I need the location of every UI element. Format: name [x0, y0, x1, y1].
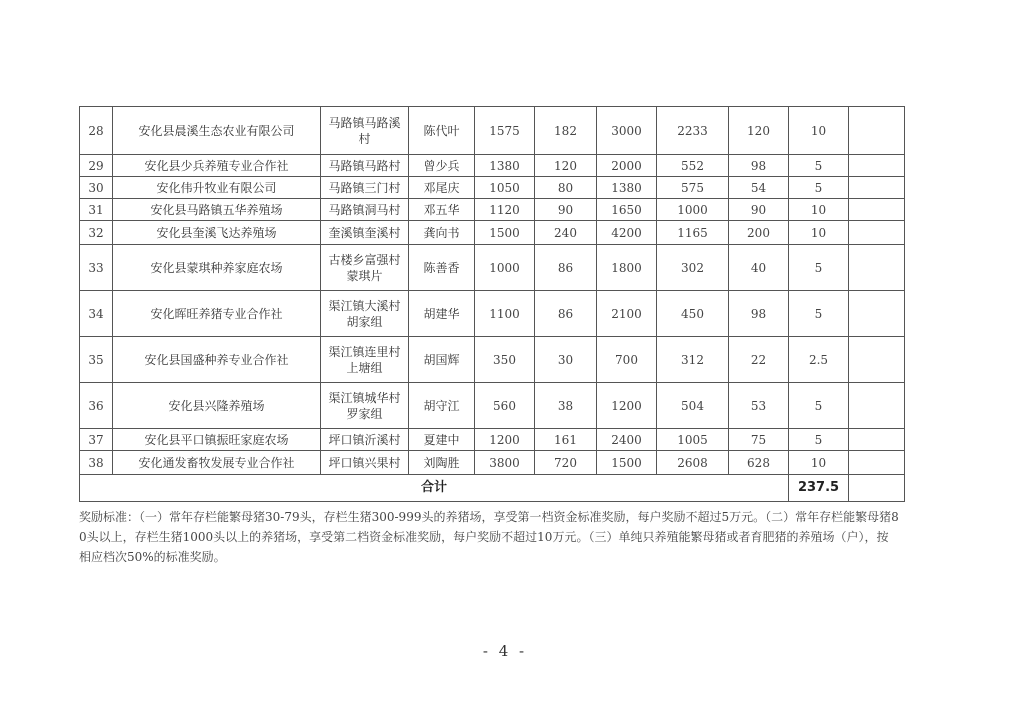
slaughter-value: 1800 [597, 245, 657, 291]
slaughter-value: 1500 [597, 451, 657, 475]
legal-person: 曾少兵 [409, 155, 475, 177]
award-amount: 5 [789, 291, 849, 337]
stock-pigs-value: 1575 [475, 107, 535, 155]
breeding-sows-value: 120 [535, 155, 597, 177]
table-row [80, 155, 905, 177]
breeding-sows-value: 161 [535, 429, 597, 451]
breeding-sows-value: 30 [535, 337, 597, 383]
unit-location-text: 渠江镇连里村上塘组 [328, 344, 401, 375]
unit-location-text: 渠江镇大溪村胡家组 [328, 298, 401, 329]
capacity-value: 54 [729, 177, 789, 199]
award-amount: 5 [789, 245, 849, 291]
award-amount: 5 [789, 155, 849, 177]
award-standard-note: 奖励标准：（一）常年存栏能繁母猪30-79头，存栏生猪300-999头的养猪场，享受第一档资金标准奖励，每户奖励不超过5万元。（二）常年存栏能繁母猪80头以上，存栏生猪1000头以上的养猪场，享受第二档资金标准奖励，每户奖励不超过10万元。（三）单纯只养殖能繁母猪或者育肥猪的养殖场（户），按相应档次50%的标准奖励。 [79, 510, 899, 564]
breeding-sows-value: 90 [535, 199, 597, 221]
row-number: 33 [80, 245, 113, 291]
stock-pigs-value: 1000 [475, 245, 535, 291]
unit-name: 安化县马路镇五华养殖场 [113, 199, 321, 221]
slaughter-value: 1380 [597, 177, 657, 199]
unit-name: 安化县蒙琪种养家庭农场 [113, 245, 321, 291]
award-amount: 5 [789, 429, 849, 451]
legal-person: 胡国辉 [409, 337, 475, 383]
stock-pigs-value: 1120 [475, 199, 535, 221]
remark-cell [849, 107, 905, 155]
stock-pigs-value: 1100 [475, 291, 535, 337]
table-row [80, 337, 905, 383]
slaughter-value: 700 [597, 337, 657, 383]
table-row [80, 177, 905, 199]
legal-person: 刘陶胜 [409, 451, 475, 475]
unit-location-text: 坪口镇沂溪村 [328, 432, 401, 447]
award-amount: 10 [789, 199, 849, 221]
award-amount: 10 [789, 451, 849, 475]
area-value: 575 [657, 177, 729, 199]
row-number: 37 [80, 429, 113, 451]
table-row [80, 221, 905, 245]
remark-cell [849, 155, 905, 177]
remark-cell [849, 451, 905, 475]
stock-pigs-value: 560 [475, 383, 535, 429]
subsidy-table [79, 106, 905, 502]
remark-cell [849, 475, 905, 502]
legal-person: 陈善香 [409, 245, 475, 291]
unit-name: 安化伟升牧业有限公司 [113, 177, 321, 199]
stock-pigs-value: 1200 [475, 429, 535, 451]
capacity-value: 90 [729, 199, 789, 221]
stock-pigs-value: 1380 [475, 155, 535, 177]
breeding-sows-value: 182 [535, 107, 597, 155]
legal-person: 陈代叶 [409, 107, 475, 155]
breeding-sows-value: 80 [535, 177, 597, 199]
unit-location [321, 155, 409, 177]
capacity-value: 53 [729, 383, 789, 429]
capacity-value: 22 [729, 337, 789, 383]
legal-person: 龚向书 [409, 221, 475, 245]
area-value: 2608 [657, 451, 729, 475]
table-row [80, 107, 905, 155]
remark-cell [849, 221, 905, 245]
unit-name: 安化县晨溪生态农业有限公司 [113, 107, 321, 155]
slaughter-value: 2400 [597, 429, 657, 451]
area-value: 1165 [657, 221, 729, 245]
capacity-value: 120 [729, 107, 789, 155]
unit-location [321, 245, 409, 291]
area-value: 552 [657, 155, 729, 177]
legal-person: 胡守江 [409, 383, 475, 429]
slaughter-value: 1650 [597, 199, 657, 221]
unit-name: 安化县少兵养殖专业合作社 [113, 155, 321, 177]
table-row [80, 383, 905, 429]
legal-person: 胡建华 [409, 291, 475, 337]
area-value: 2233 [657, 107, 729, 155]
table-body [80, 107, 905, 475]
stock-pigs-value: 3800 [475, 451, 535, 475]
unit-location-text: 古楼乡富强村蒙琪片 [328, 252, 401, 283]
unit-location [321, 291, 409, 337]
unit-location [321, 177, 409, 199]
area-value: 1005 [657, 429, 729, 451]
slaughter-value: 1200 [597, 383, 657, 429]
unit-location [321, 221, 409, 245]
legal-person: 邓尾庆 [409, 177, 475, 199]
remark-cell [849, 177, 905, 199]
capacity-value: 200 [729, 221, 789, 245]
unit-location-text: 马路镇马路村 [328, 158, 401, 173]
unit-name: 安化通发畜牧发展专业合作社 [113, 451, 321, 475]
award-amount: 10 [789, 107, 849, 155]
unit-location-text: 马路镇三门村 [328, 180, 401, 195]
unit-name: 安化县平口镇振旺家庭农场 [113, 429, 321, 451]
slaughter-value: 3000 [597, 107, 657, 155]
row-number: 31 [80, 199, 113, 221]
area-value: 1000 [657, 199, 729, 221]
breeding-sows-value: 86 [535, 291, 597, 337]
capacity-value: 98 [729, 291, 789, 337]
capacity-value: 75 [729, 429, 789, 451]
remark-cell [849, 337, 905, 383]
unit-location [321, 337, 409, 383]
legal-person: 夏建中 [409, 429, 475, 451]
table-row [80, 451, 905, 475]
total-label: 合计 [80, 475, 789, 502]
unit-location [321, 199, 409, 221]
award-amount: 2.5 [789, 337, 849, 383]
award-amount: 5 [789, 383, 849, 429]
slaughter-value: 2100 [597, 291, 657, 337]
slaughter-value: 2000 [597, 155, 657, 177]
row-number: 35 [80, 337, 113, 383]
area-value: 312 [657, 337, 729, 383]
row-number: 36 [80, 383, 113, 429]
breeding-sows-value: 38 [535, 383, 597, 429]
table-row [80, 199, 905, 221]
table-row [80, 429, 905, 451]
capacity-value: 98 [729, 155, 789, 177]
row-number: 30 [80, 177, 113, 199]
breeding-sows-value: 86 [535, 245, 597, 291]
unit-location [321, 451, 409, 475]
area-value: 302 [657, 245, 729, 291]
remark-cell [849, 429, 905, 451]
remark-cell [849, 245, 905, 291]
table-row [80, 291, 905, 337]
capacity-value: 628 [729, 451, 789, 475]
total-row [80, 475, 905, 502]
stock-pigs-value: 1500 [475, 221, 535, 245]
remark-cell [849, 199, 905, 221]
page-number: - 4 - [482, 642, 528, 660]
unit-name: 安化县兴隆养殖场 [113, 383, 321, 429]
total-value: 237.5 [789, 475, 849, 502]
unit-location [321, 383, 409, 429]
unit-name: 安化晖旺养猪专业合作社 [113, 291, 321, 337]
capacity-value: 40 [729, 245, 789, 291]
unit-location [321, 107, 409, 155]
row-number: 34 [80, 291, 113, 337]
row-number: 38 [80, 451, 113, 475]
legal-person: 邓五华 [409, 199, 475, 221]
remark-cell [849, 291, 905, 337]
breeding-sows-value: 240 [535, 221, 597, 245]
award-amount: 5 [789, 177, 849, 199]
unit-location [321, 429, 409, 451]
table-row [80, 245, 905, 291]
unit-location-text: 坪口镇兴果村 [328, 455, 401, 470]
unit-name: 安化县奎溪飞达养殖场 [113, 221, 321, 245]
remark-cell [849, 383, 905, 429]
breeding-sows-value: 720 [535, 451, 597, 475]
unit-location-text: 马路镇马路溪村 [328, 115, 401, 146]
row-number: 28 [80, 107, 113, 155]
stock-pigs-value: 350 [475, 337, 535, 383]
award-amount: 10 [789, 221, 849, 245]
stock-pigs-value: 1050 [475, 177, 535, 199]
area-value: 504 [657, 383, 729, 429]
slaughter-value: 4200 [597, 221, 657, 245]
row-number: 32 [80, 221, 113, 245]
unit-location-text: 马路镇洞马村 [328, 202, 401, 217]
area-value: 450 [657, 291, 729, 337]
unit-name: 安化县国盛种养专业合作社 [113, 337, 321, 383]
unit-location-text: 渠江镇城华村罗家组 [328, 390, 401, 421]
row-number: 29 [80, 155, 113, 177]
unit-location-text: 奎溪镇奎溪村 [328, 225, 401, 240]
